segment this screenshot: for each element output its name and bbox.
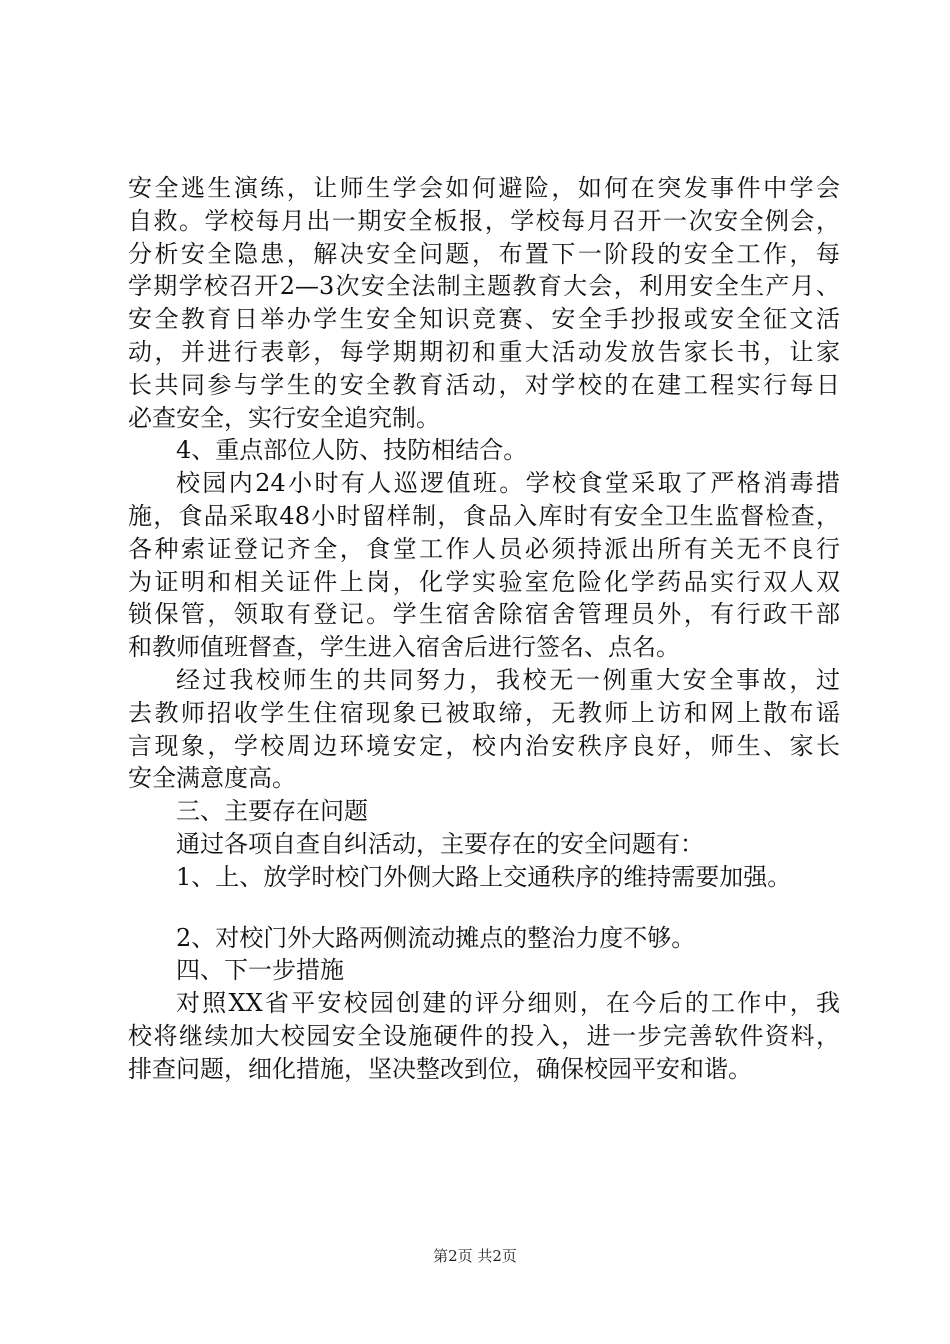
text-line: 安全教育日举办学生安全知识竞赛、安全手抄报或安全征文活 bbox=[128, 305, 840, 334]
text-line: 施，食品采取48小时留样制，食品入库时有安全卫生监督检查， bbox=[128, 501, 840, 530]
text-line: 校将继续加大校园安全设施硬件的投入，进一步完善软件资料， bbox=[128, 1021, 840, 1050]
text-line: 必查安全，实行安全追究制。 bbox=[128, 403, 440, 432]
text-line: 锁保管，领取有登记。学生宿舍除宿舍管理员外，有行政干部 bbox=[128, 600, 840, 629]
text-line: 安全逃生演练，让师生学会如何避险，如何在突发事件中学会 bbox=[128, 174, 840, 202]
list-item: 2、对校门外大路两侧流动摊点的整治力度不够。 bbox=[176, 923, 696, 952]
page-number: 第2页 共2页 bbox=[433, 1247, 517, 1265]
text-line: 长共同参与学生的安全教育活动，对学校的在建工程实行每日 bbox=[128, 370, 840, 399]
text-line: 为证明和相关证件上岗，化学实验室危险化学药品实行双人双 bbox=[128, 567, 840, 596]
section-heading: 三、主要存在问题 bbox=[176, 797, 368, 826]
text-line: 各种索证登记齐全，食堂工作人员必须持派出所有关无不良行 bbox=[128, 534, 840, 563]
text-line: 通过各项自查自纠活动，主要存在的安全问题有： bbox=[176, 829, 704, 858]
text-line: 排查问题，细化措施，坚决整改到位，确保校园平安和谐。 bbox=[128, 1054, 752, 1083]
text-line: 经过我校师生的共同努力，我校无一例重大安全事故，过 bbox=[176, 665, 840, 694]
list-item: 1、上、放学时校门外侧大路上交通秩序的维持需要加强。 bbox=[176, 862, 792, 891]
text-line: 去教师招收学生住宿现象已被取缔，无教师上访和网上散布谣 bbox=[128, 698, 840, 727]
text-line: 和教师值班督查，学生进入宿舍后进行签名、点名。 bbox=[128, 633, 680, 662]
text-line: 安全满意度高。 bbox=[128, 764, 296, 793]
section-heading: 四、下一步措施 bbox=[176, 956, 344, 985]
text-line: 学期学校召开2—3次安全法制主题教育大会，利用安全生产月、 bbox=[128, 272, 840, 301]
section-heading: 4、重点部位人防、技防相结合。 bbox=[176, 436, 528, 465]
text-line: 动，并进行表彰，每学期期初和重大活动发放告家长书，让家 bbox=[128, 337, 840, 366]
document-body bbox=[128, 172, 840, 1086]
text-line: 言现象，学校周边环境安定，校内治安秩序良好，师生、家长 bbox=[128, 731, 840, 760]
text-line: 分析安全隐患，解决安全问题，布置下一阶段的安全工作，每 bbox=[128, 239, 840, 268]
text-line: 自救。学校每月出一期安全板报，学校每月召开一次安全例会， bbox=[128, 206, 840, 235]
text-line: 校园内24小时有人巡逻值班。学校食堂采取了严格消毒措 bbox=[176, 469, 840, 498]
text-line: 对照XX省平安校园创建的评分细则，在今后的工作中，我 bbox=[176, 989, 840, 1018]
